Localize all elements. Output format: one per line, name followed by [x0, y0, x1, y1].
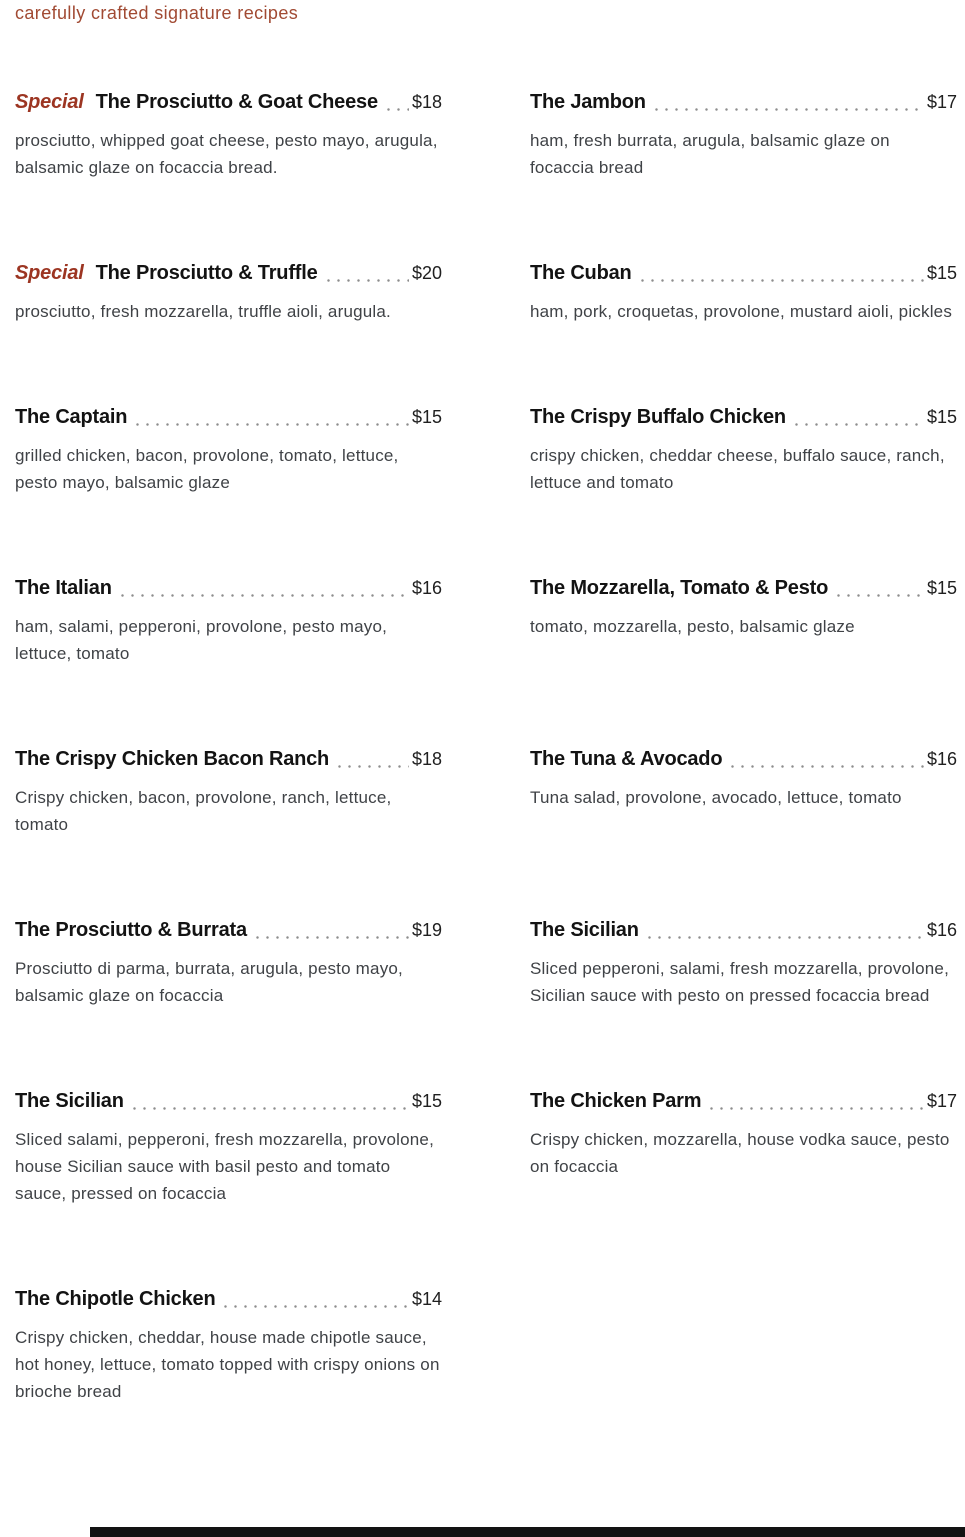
menu-item-price: $15 [926, 407, 957, 427]
menu-item [530, 571, 957, 640]
menu-item-price: $17 [926, 92, 957, 112]
dotted-leader [795, 423, 924, 426]
menu-item-description: prosciutto, fresh mozzarella, truffle aioli, arugula. [15, 302, 391, 321]
menu-item-title [15, 256, 318, 291]
menu-item-title [15, 913, 247, 948]
menu-item-title [530, 85, 646, 120]
menu-item-description: Crispy chicken, cheddar, house made chipotle sauce, hot honey, lettuce, tomato topped with crispy onions on brioche bread [15, 1328, 440, 1401]
menu-item-price: $17 [926, 1091, 957, 1111]
menu-item-header [15, 400, 442, 435]
menu-item-description: Prosciutto di parma, burrata, arugula, pesto mayo, balsamic glaze on focaccia [15, 959, 403, 1005]
menu-item-name: The Mozzarella, Tomato & Pesto [530, 577, 829, 599]
dotted-leader [710, 1107, 924, 1110]
menu-item-description: tomato, mozzarella, pesto, balsamic glaze [530, 617, 855, 636]
menu-item-description: ham, salami, pepperoni, provolone, pesto mayo, lettuce, tomato [15, 617, 388, 663]
menu-item-header [15, 742, 442, 777]
menu-item [15, 256, 442, 325]
menu-item-description: ham, fresh burrata, arugula, balsamic glaze on focaccia bread [530, 131, 890, 177]
menu-item-description: crispy chicken, cheddar cheese, buffalo sauce, ranch, lettuce and tomato [530, 446, 945, 492]
dotted-leader [731, 765, 924, 768]
menu-item-title [15, 1084, 124, 1119]
menu-item-price: $16 [926, 920, 957, 940]
menu-item-name: The Sicilian [530, 919, 639, 941]
menu-item-title [15, 400, 127, 435]
footer-bar [90, 1527, 965, 1537]
menu-item [15, 1282, 442, 1405]
menu-item-name: The Prosciutto & Truffle [95, 262, 318, 284]
menu-item [15, 913, 442, 1009]
menu-item-title [530, 913, 639, 948]
menu-item-header [15, 571, 442, 606]
menu-item-title [15, 85, 378, 120]
menu-item-header [15, 1084, 442, 1119]
menu-item-price: $19 [411, 920, 442, 940]
menu-item-name: The Sicilian [15, 1090, 124, 1112]
menu-item-description: Sliced pepperoni, salami, fresh mozzarella, provolone, Sicilian sauce with pesto on pressed focaccia bread [530, 959, 950, 1005]
menu-item-header [15, 913, 442, 948]
menu-grid [15, 85, 957, 1405]
menu-item-header [15, 1282, 442, 1317]
menu-item-header [530, 742, 957, 777]
menu-item-name: The Prosciutto & Goat Cheese [95, 91, 378, 113]
dotted-leader [655, 108, 924, 111]
menu-item-description: ham, pork, croquetas, provolone, mustard aioli, pickles [530, 302, 953, 321]
menu-item-name: The Chipotle Chicken [15, 1288, 216, 1310]
dotted-leader [641, 279, 924, 282]
menu-item-description: Tuna salad, provolone, avocado, lettuce, tomato [530, 788, 902, 807]
menu-item-price: $18 [411, 749, 442, 769]
menu-item-header [530, 85, 957, 120]
menu-item [530, 400, 957, 496]
menu-item-price: $18 [411, 92, 442, 112]
menu-item-price: $16 [926, 749, 957, 769]
menu-item-name: The Italian [15, 577, 112, 599]
menu-item [15, 1084, 442, 1207]
menu-item-name: The Jambon [530, 91, 646, 113]
dotted-leader [121, 594, 409, 597]
menu-item-header [530, 571, 957, 606]
menu-item-title [15, 742, 329, 777]
menu-item-header [15, 85, 442, 120]
section-tagline: carefully crafted signature recipes [15, 3, 299, 23]
menu-item-title [15, 571, 112, 606]
menu-item-header [530, 913, 957, 948]
menu-item-title [530, 400, 786, 435]
menu-item-header [530, 1084, 957, 1119]
menu-item-name: The Crispy Buffalo Chicken [530, 406, 786, 428]
menu-item-name: The Crispy Chicken Bacon Ranch [15, 748, 330, 770]
menu-item-header [530, 256, 957, 291]
menu-item-price: $15 [411, 407, 442, 427]
menu-item [530, 1084, 957, 1180]
menu-item [530, 913, 957, 1009]
menu-item-price: $20 [411, 263, 442, 283]
menu-item-name: The Captain [15, 406, 128, 428]
dotted-leader [648, 936, 924, 939]
menu-item-price: $15 [926, 578, 957, 598]
menu-item [15, 400, 442, 496]
menu-item-title [530, 256, 632, 291]
menu-item-description: prosciutto, whipped goat cheese, pesto mayo, arugula, balsamic glaze on focaccia bread. [15, 131, 438, 177]
special-badge: Special [15, 262, 84, 284]
menu-item [530, 742, 957, 811]
menu-item [15, 571, 442, 667]
menu-item-title [530, 742, 722, 777]
menu-item-name: The Chicken Parm [530, 1090, 702, 1112]
menu-item-description: Crispy chicken, bacon, provolone, ranch, lettuce, tomato [15, 788, 392, 834]
menu-item [15, 85, 442, 181]
dotted-leader [338, 765, 409, 768]
menu-item-header [530, 400, 957, 435]
menu-item-header [15, 256, 442, 291]
dotted-leader [133, 1107, 409, 1110]
menu-item-title [530, 1084, 701, 1119]
menu-item-price: $14 [411, 1289, 442, 1309]
menu-item-title [530, 571, 828, 606]
dotted-leader [837, 594, 924, 597]
dotted-leader [224, 1305, 408, 1308]
menu-item-name: The Tuna & Avocado [530, 748, 723, 770]
menu-item-price: $16 [411, 578, 442, 598]
dotted-leader [136, 423, 409, 426]
dotted-leader [256, 936, 409, 939]
dotted-leader [327, 279, 409, 282]
menu-item [530, 256, 957, 325]
menu-item-description: Crispy chicken, mozzarella, house vodka sauce, pesto on focaccia [530, 1130, 950, 1176]
menu-item-title [15, 1282, 215, 1317]
menu-item-price: $15 [926, 263, 957, 283]
menu-item-description: Sliced salami, pepperoni, fresh mozzarella, provolone, house Sicilian sauce with basil pesto and tomato sauce, pressed on focaccia [15, 1130, 435, 1203]
menu-item-name: The Cuban [530, 262, 632, 284]
special-badge: Special [15, 91, 84, 113]
dotted-leader [387, 108, 409, 111]
menu-item-description: grilled chicken, bacon, provolone, tomato, lettuce, pesto mayo, balsamic glaze [15, 446, 399, 492]
menu-item-name: The Prosciutto & Burrata [15, 919, 247, 941]
menu-item [15, 742, 442, 838]
menu-item [530, 85, 957, 181]
menu-item-price: $15 [411, 1091, 442, 1111]
